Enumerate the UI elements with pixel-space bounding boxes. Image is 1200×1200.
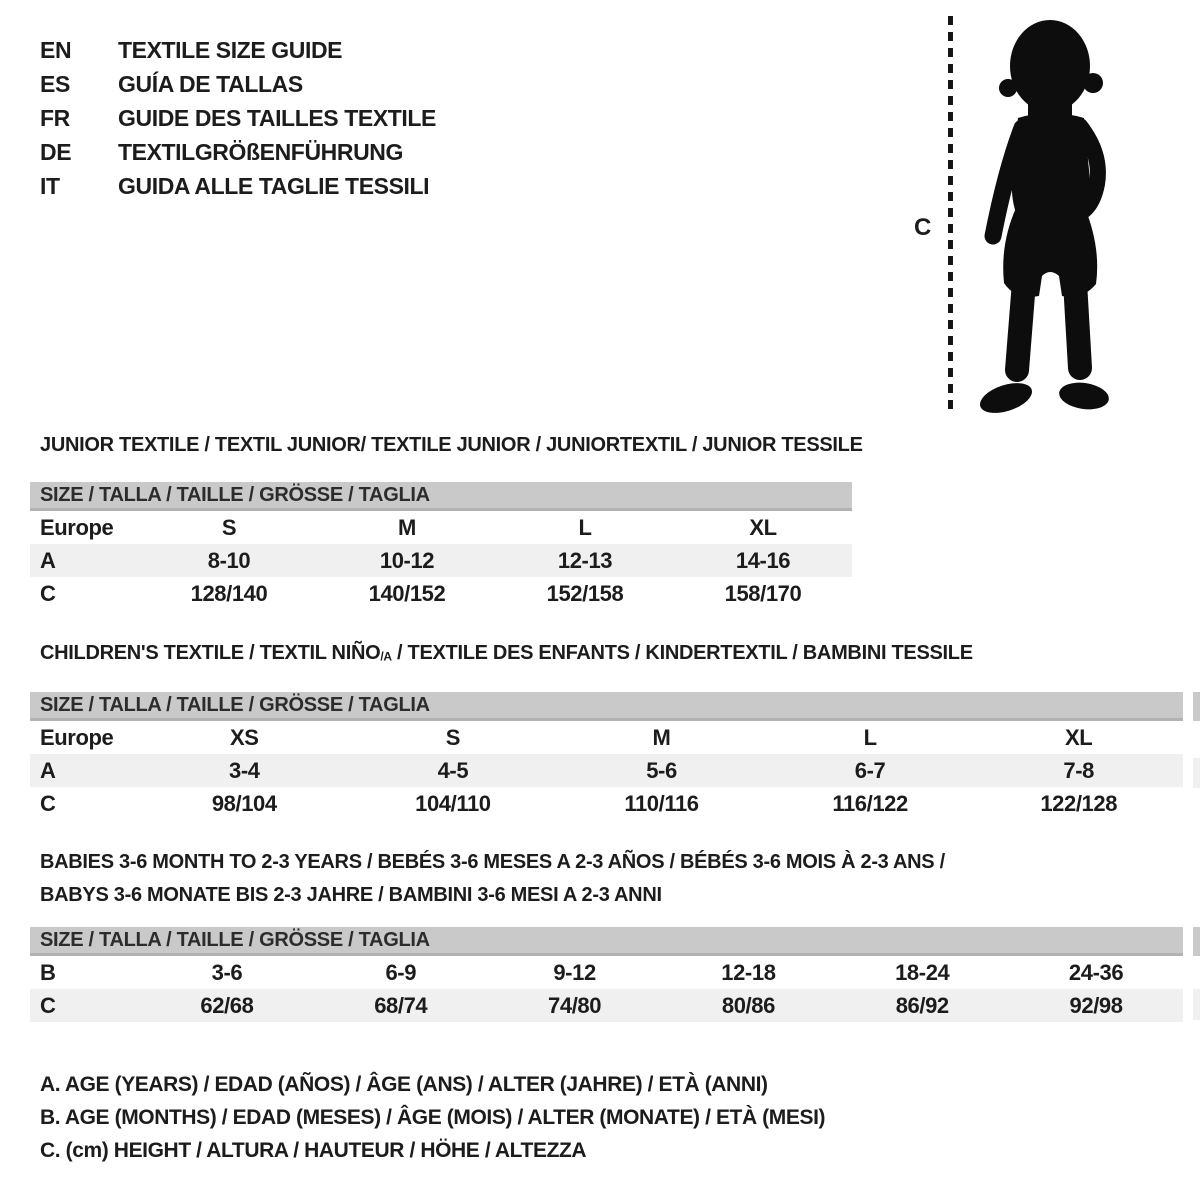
children-title-subscript: /A bbox=[380, 649, 392, 664]
language-list bbox=[40, 33, 436, 203]
row-label: Europe bbox=[40, 724, 114, 750]
toddler-silhouette-image bbox=[962, 12, 1142, 422]
age-cell: 10-12 bbox=[379, 547, 435, 573]
row-label: Europe bbox=[40, 514, 114, 540]
table-row-height-cm bbox=[30, 989, 1183, 1022]
age-cell: 12-13 bbox=[557, 547, 613, 573]
row-label: C bbox=[40, 580, 56, 606]
size-cell: M bbox=[652, 724, 671, 750]
row-label: C bbox=[40, 992, 56, 1018]
size-header-bar: SIZE / TALLA / TAILLE / GRÖSSE / TAGLIA bbox=[30, 482, 852, 511]
legend-height-cm: C. (cm) HEIGHT / ALTURA / HAUTEUR / HÖHE / ALTEZZA bbox=[40, 1138, 587, 1162]
size-cell: L bbox=[863, 724, 877, 750]
guide-title: GUIDE DES TAILLES TEXTILE bbox=[118, 104, 436, 131]
language-code: DE bbox=[40, 138, 72, 165]
size-header-bar: SIZE / TALLA / TAILLE / GRÖSSE / TAGLIA bbox=[30, 692, 1183, 721]
size-cell: S bbox=[445, 724, 461, 750]
height-cell: 68/74 bbox=[374, 992, 428, 1018]
height-cell: 92/98 bbox=[1069, 992, 1123, 1018]
language-code: EN bbox=[40, 36, 72, 63]
height-cell: 140/152 bbox=[368, 580, 446, 606]
adjacent-image-fragment bbox=[1193, 989, 1200, 1020]
size-cell: L bbox=[578, 514, 592, 540]
height-cell: 128/140 bbox=[190, 580, 268, 606]
height-cell: 80/86 bbox=[721, 992, 775, 1018]
language-row-de bbox=[40, 135, 436, 169]
height-measure-label: C bbox=[914, 214, 932, 241]
months-cell: 24-36 bbox=[1068, 959, 1124, 985]
age-cell: 8-10 bbox=[207, 547, 251, 573]
measurement-legend bbox=[40, 1068, 825, 1167]
age-cell: 3-4 bbox=[228, 757, 260, 783]
legend-age-years: A. AGE (YEARS) / EDAD (AÑOS) / ÂGE (ANS) / ALTER (JAHRE) / ETÀ (ANNI) bbox=[40, 1072, 768, 1096]
table-row-age-months bbox=[30, 956, 1183, 989]
language-row-es bbox=[40, 67, 436, 101]
height-measure-dashed-line bbox=[948, 16, 953, 416]
guide-title: GUÍA DE TALLAS bbox=[118, 70, 303, 97]
age-cell: 6-7 bbox=[854, 757, 886, 783]
months-cell: 12-18 bbox=[721, 959, 776, 985]
age-cell: 4-5 bbox=[437, 757, 469, 783]
height-cell: 122/128 bbox=[1040, 790, 1118, 816]
guide-title: GUIDA ALLE TAGLIE TESSILI bbox=[118, 172, 430, 199]
row-label: A bbox=[40, 757, 56, 783]
height-cell: 98/104 bbox=[211, 790, 277, 816]
children-title-suffix: / TEXTILE DES ENFANTS / KINDERTEXTIL / BAMBINI TESSILE bbox=[391, 642, 973, 664]
size-cell: XL bbox=[1065, 724, 1093, 750]
row-label: C bbox=[40, 790, 56, 816]
height-cell: 86/92 bbox=[895, 992, 949, 1018]
size-cell: M bbox=[398, 514, 416, 540]
guide-title: TEXTILGRÖßENFÜHRUNG bbox=[118, 138, 403, 165]
babies-title-line1: BABIES 3-6 MONTH TO 2-3 YEARS / BEBÉS 3-6 MESES A 2-3 AÑOS / BÉBÉS 3-6 MOIS À 2-3 ANS / bbox=[40, 851, 945, 873]
table-row-age-years bbox=[30, 544, 852, 577]
language-code: FR bbox=[40, 104, 70, 131]
adjacent-image-fragment bbox=[1193, 927, 1200, 956]
table-row-height-cm bbox=[30, 787, 1183, 820]
height-cell: 62/68 bbox=[200, 992, 254, 1018]
age-cell: 5-6 bbox=[646, 757, 677, 783]
months-cell: 3-6 bbox=[211, 959, 243, 985]
children-section-title bbox=[40, 642, 973, 665]
size-header-bar: SIZE / TALLA / TAILLE / GRÖSSE / TAGLIA bbox=[30, 927, 1183, 956]
height-cell: 104/110 bbox=[415, 790, 491, 816]
age-cell: 14-16 bbox=[735, 547, 791, 573]
size-cell: XL bbox=[749, 514, 777, 540]
legend-age-months: B. AGE (MONTHS) / EDAD (MESES) / ÂGE (MOIS) / ALTER (MONATE) / ETÀ (MESI) bbox=[40, 1105, 826, 1129]
height-cell: 152/158 bbox=[546, 580, 624, 606]
height-cell: 158/170 bbox=[724, 580, 802, 606]
babies-title-line2: BABYS 3-6 MONATE BIS 2-3 JAHRE / BAMBINI 3-6 MESI A 2-3 ANNI bbox=[40, 884, 662, 906]
language-row-en bbox=[40, 33, 436, 67]
height-cell: 74/80 bbox=[548, 992, 602, 1018]
adjacent-image-fragment bbox=[1193, 758, 1200, 788]
language-row-fr bbox=[40, 101, 436, 135]
babies-size-table bbox=[30, 927, 1183, 1022]
height-cell: 110/116 bbox=[624, 790, 699, 816]
months-cell: 9-12 bbox=[553, 959, 596, 985]
adjacent-image-fragment bbox=[1193, 692, 1200, 721]
table-row-europe bbox=[30, 721, 1183, 754]
size-cell: S bbox=[221, 514, 237, 540]
table-row-height-cm bbox=[30, 577, 852, 610]
language-code: IT bbox=[40, 172, 60, 199]
junior-section-title: JUNIOR TEXTILE / TEXTIL JUNIOR/ TEXTILE JUNIOR / JUNIORTEXTIL / JUNIOR TESSILE bbox=[40, 434, 863, 456]
months-cell: 18-24 bbox=[895, 959, 950, 985]
children-size-table bbox=[30, 692, 1183, 820]
guide-title: TEXTILE SIZE GUIDE bbox=[118, 36, 343, 63]
babies-section-title bbox=[40, 846, 945, 912]
table-row-age-years bbox=[30, 754, 1183, 787]
row-label: B bbox=[40, 959, 56, 985]
junior-size-table bbox=[30, 482, 852, 610]
size-cell: XS bbox=[230, 724, 259, 750]
months-cell: 6-9 bbox=[385, 959, 417, 985]
language-row-it bbox=[40, 169, 436, 203]
age-cell: 7-8 bbox=[1063, 757, 1094, 783]
height-cell: 116/122 bbox=[832, 790, 908, 816]
table-row-europe bbox=[30, 511, 852, 544]
language-code: ES bbox=[40, 70, 70, 97]
children-title-prefix: CHILDREN'S TEXTILE / TEXTIL NIÑO bbox=[40, 642, 381, 664]
row-label: A bbox=[40, 547, 56, 573]
